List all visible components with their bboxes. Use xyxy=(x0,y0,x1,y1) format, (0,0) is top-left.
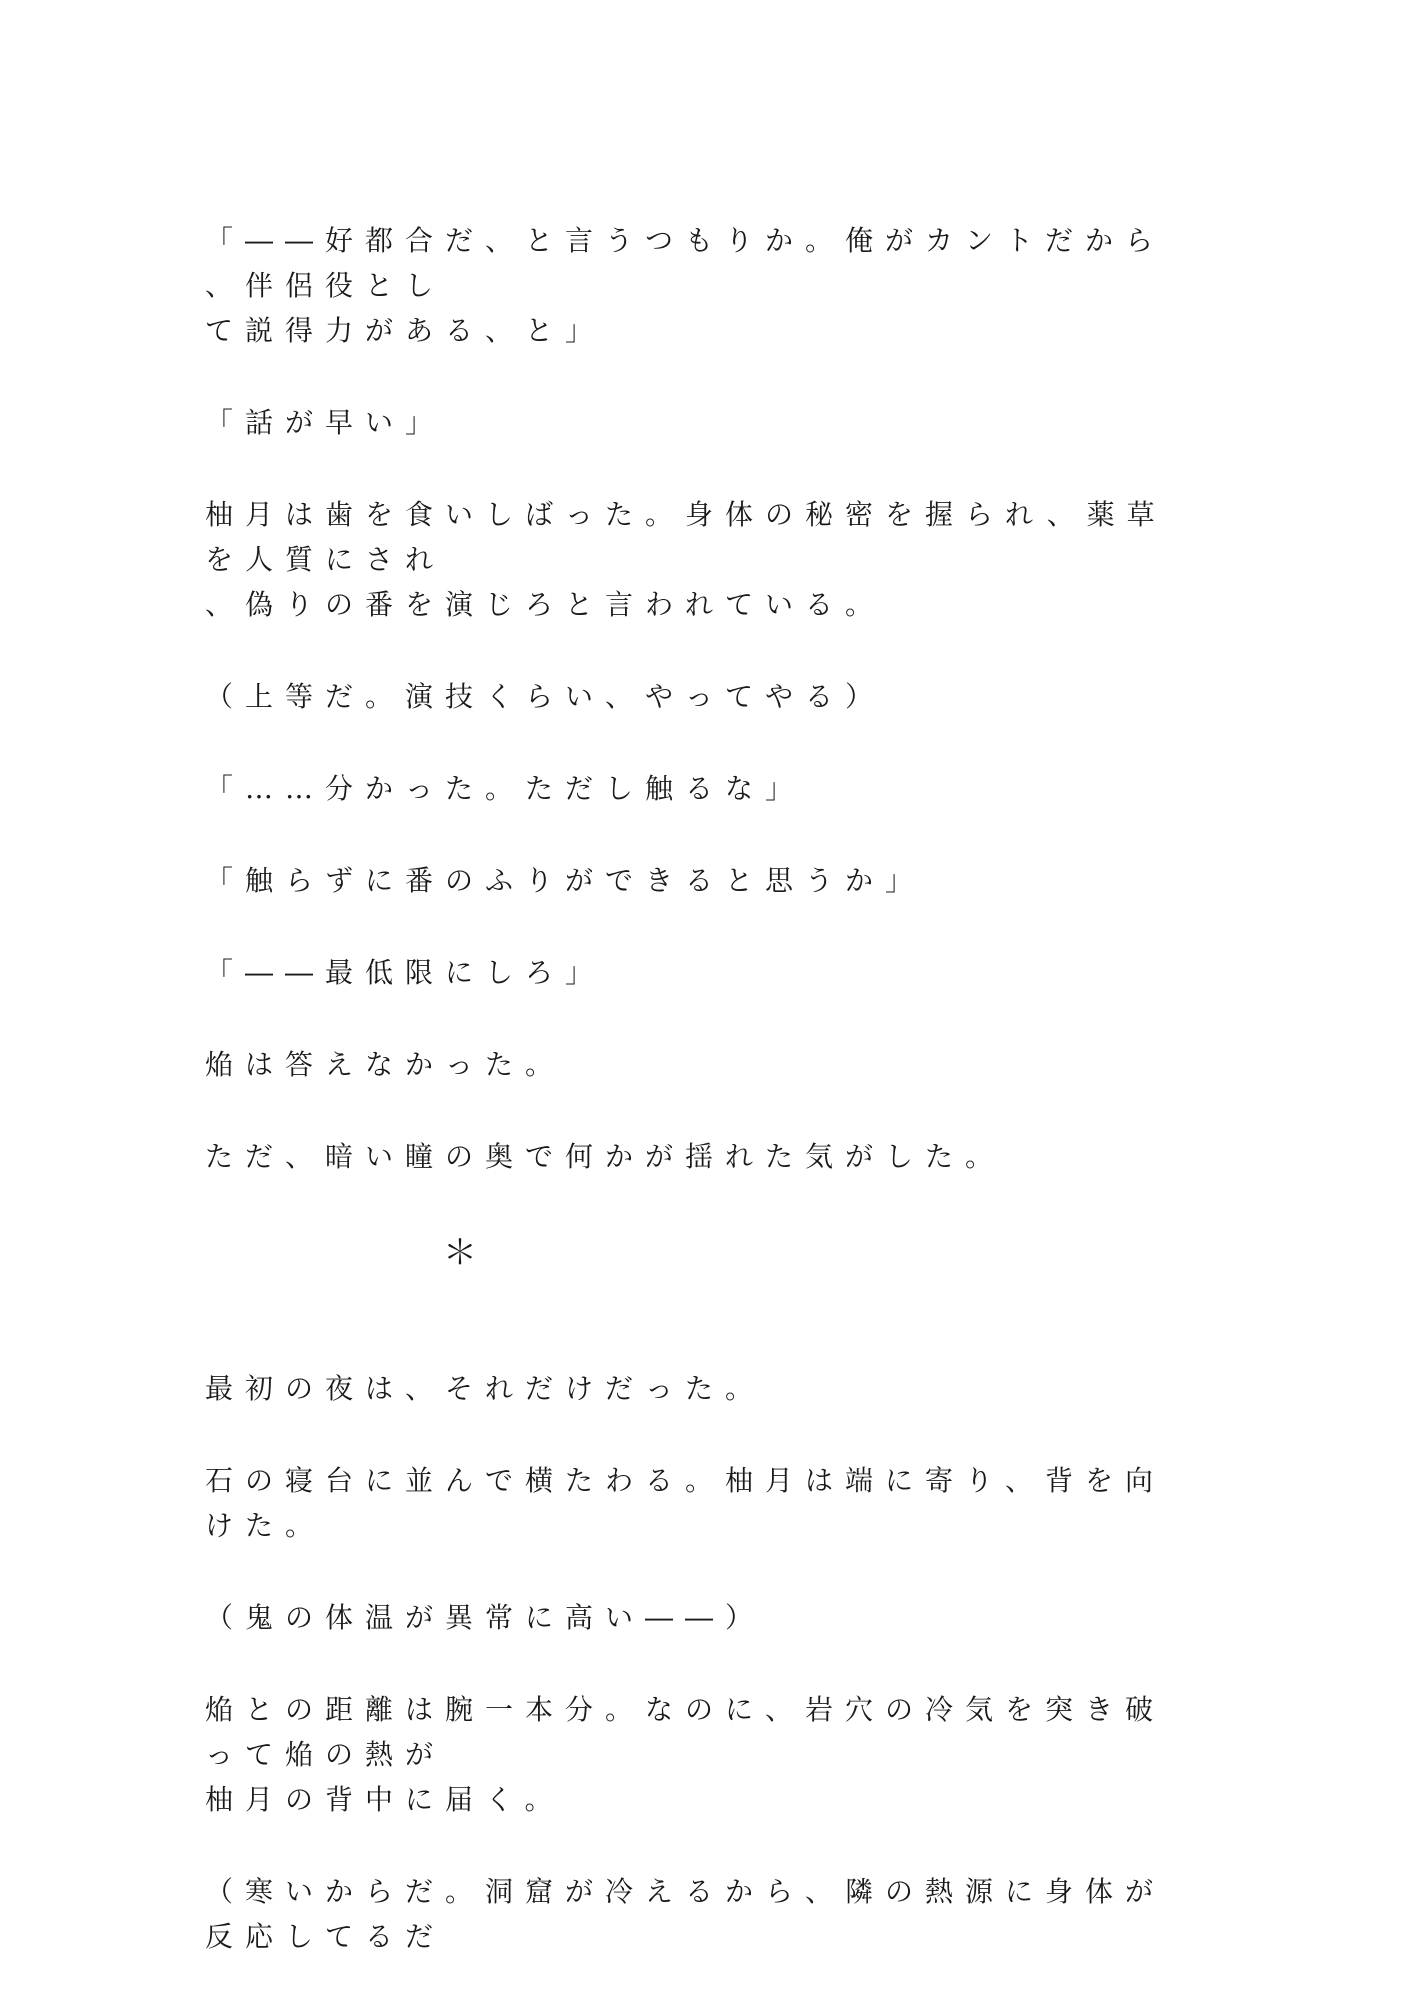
paragraph xyxy=(205,674,1190,719)
text-line: 焔は答えなかった。 xyxy=(205,1048,566,1081)
text-line: ただ、暗い瞳の奥で何かが揺れた気がした。 xyxy=(205,1140,1006,1173)
text-line: （鬼の体温が異常に高い――） xyxy=(205,1601,766,1634)
text-line: 「――最低限にしろ」 xyxy=(205,956,606,989)
text-line: （寒いからだ。洞窟が冷えるから、隣の熱源に身体が反応してるだ xyxy=(205,1875,1166,1953)
text-line: 最初の夜は、それだけだった。 xyxy=(205,1372,766,1405)
paragraph xyxy=(205,950,1190,995)
paragraph xyxy=(205,1595,1190,1640)
text-line: 「……分かった。ただし触るな」 xyxy=(205,772,806,805)
text-line: 柚月は歯を食いしばった。身体の秘密を握られ、薬草を人質にされ xyxy=(205,498,1167,576)
text-line: （上等だ。演技くらい、やってやる） xyxy=(205,680,886,713)
paragraph xyxy=(205,1869,1190,1959)
paragraph xyxy=(205,400,1190,445)
paragraph xyxy=(205,858,1190,903)
paragraph xyxy=(205,1134,1190,1179)
text-line: て説得力がある、と」 xyxy=(205,314,606,347)
document-page xyxy=(205,218,1190,2006)
paragraph xyxy=(205,766,1190,811)
text-line: 「――好都合だ、と言うつもりか。俺がカントだから、伴侶役とし xyxy=(205,224,1166,302)
paragraph xyxy=(205,1366,1190,1411)
section-before xyxy=(205,218,1190,1179)
section-after xyxy=(205,1366,1190,1959)
text-line: 柚月の背中に届く。 xyxy=(205,1783,565,1816)
paragraph xyxy=(205,218,1190,353)
paragraph xyxy=(205,1458,1190,1548)
paragraph xyxy=(205,1687,1190,1822)
text-line: 、偽りの番を演じろと言われている。 xyxy=(205,588,886,621)
scene-separator: ＊ xyxy=(443,1233,477,1273)
paragraph xyxy=(205,1042,1190,1087)
text-line: 「話が早い」 xyxy=(205,406,446,439)
text-line: 石の寝台に並んで横たわる。柚月は端に寄り、背を向けた。 xyxy=(205,1464,1166,1542)
text-line: 「触らずに番のふりができると思うか」 xyxy=(205,864,926,897)
paragraph xyxy=(205,492,1190,627)
text-line: 焔との距離は腕一本分。なのに、岩穴の冷気を突き破って焔の熱が xyxy=(205,1693,1166,1771)
